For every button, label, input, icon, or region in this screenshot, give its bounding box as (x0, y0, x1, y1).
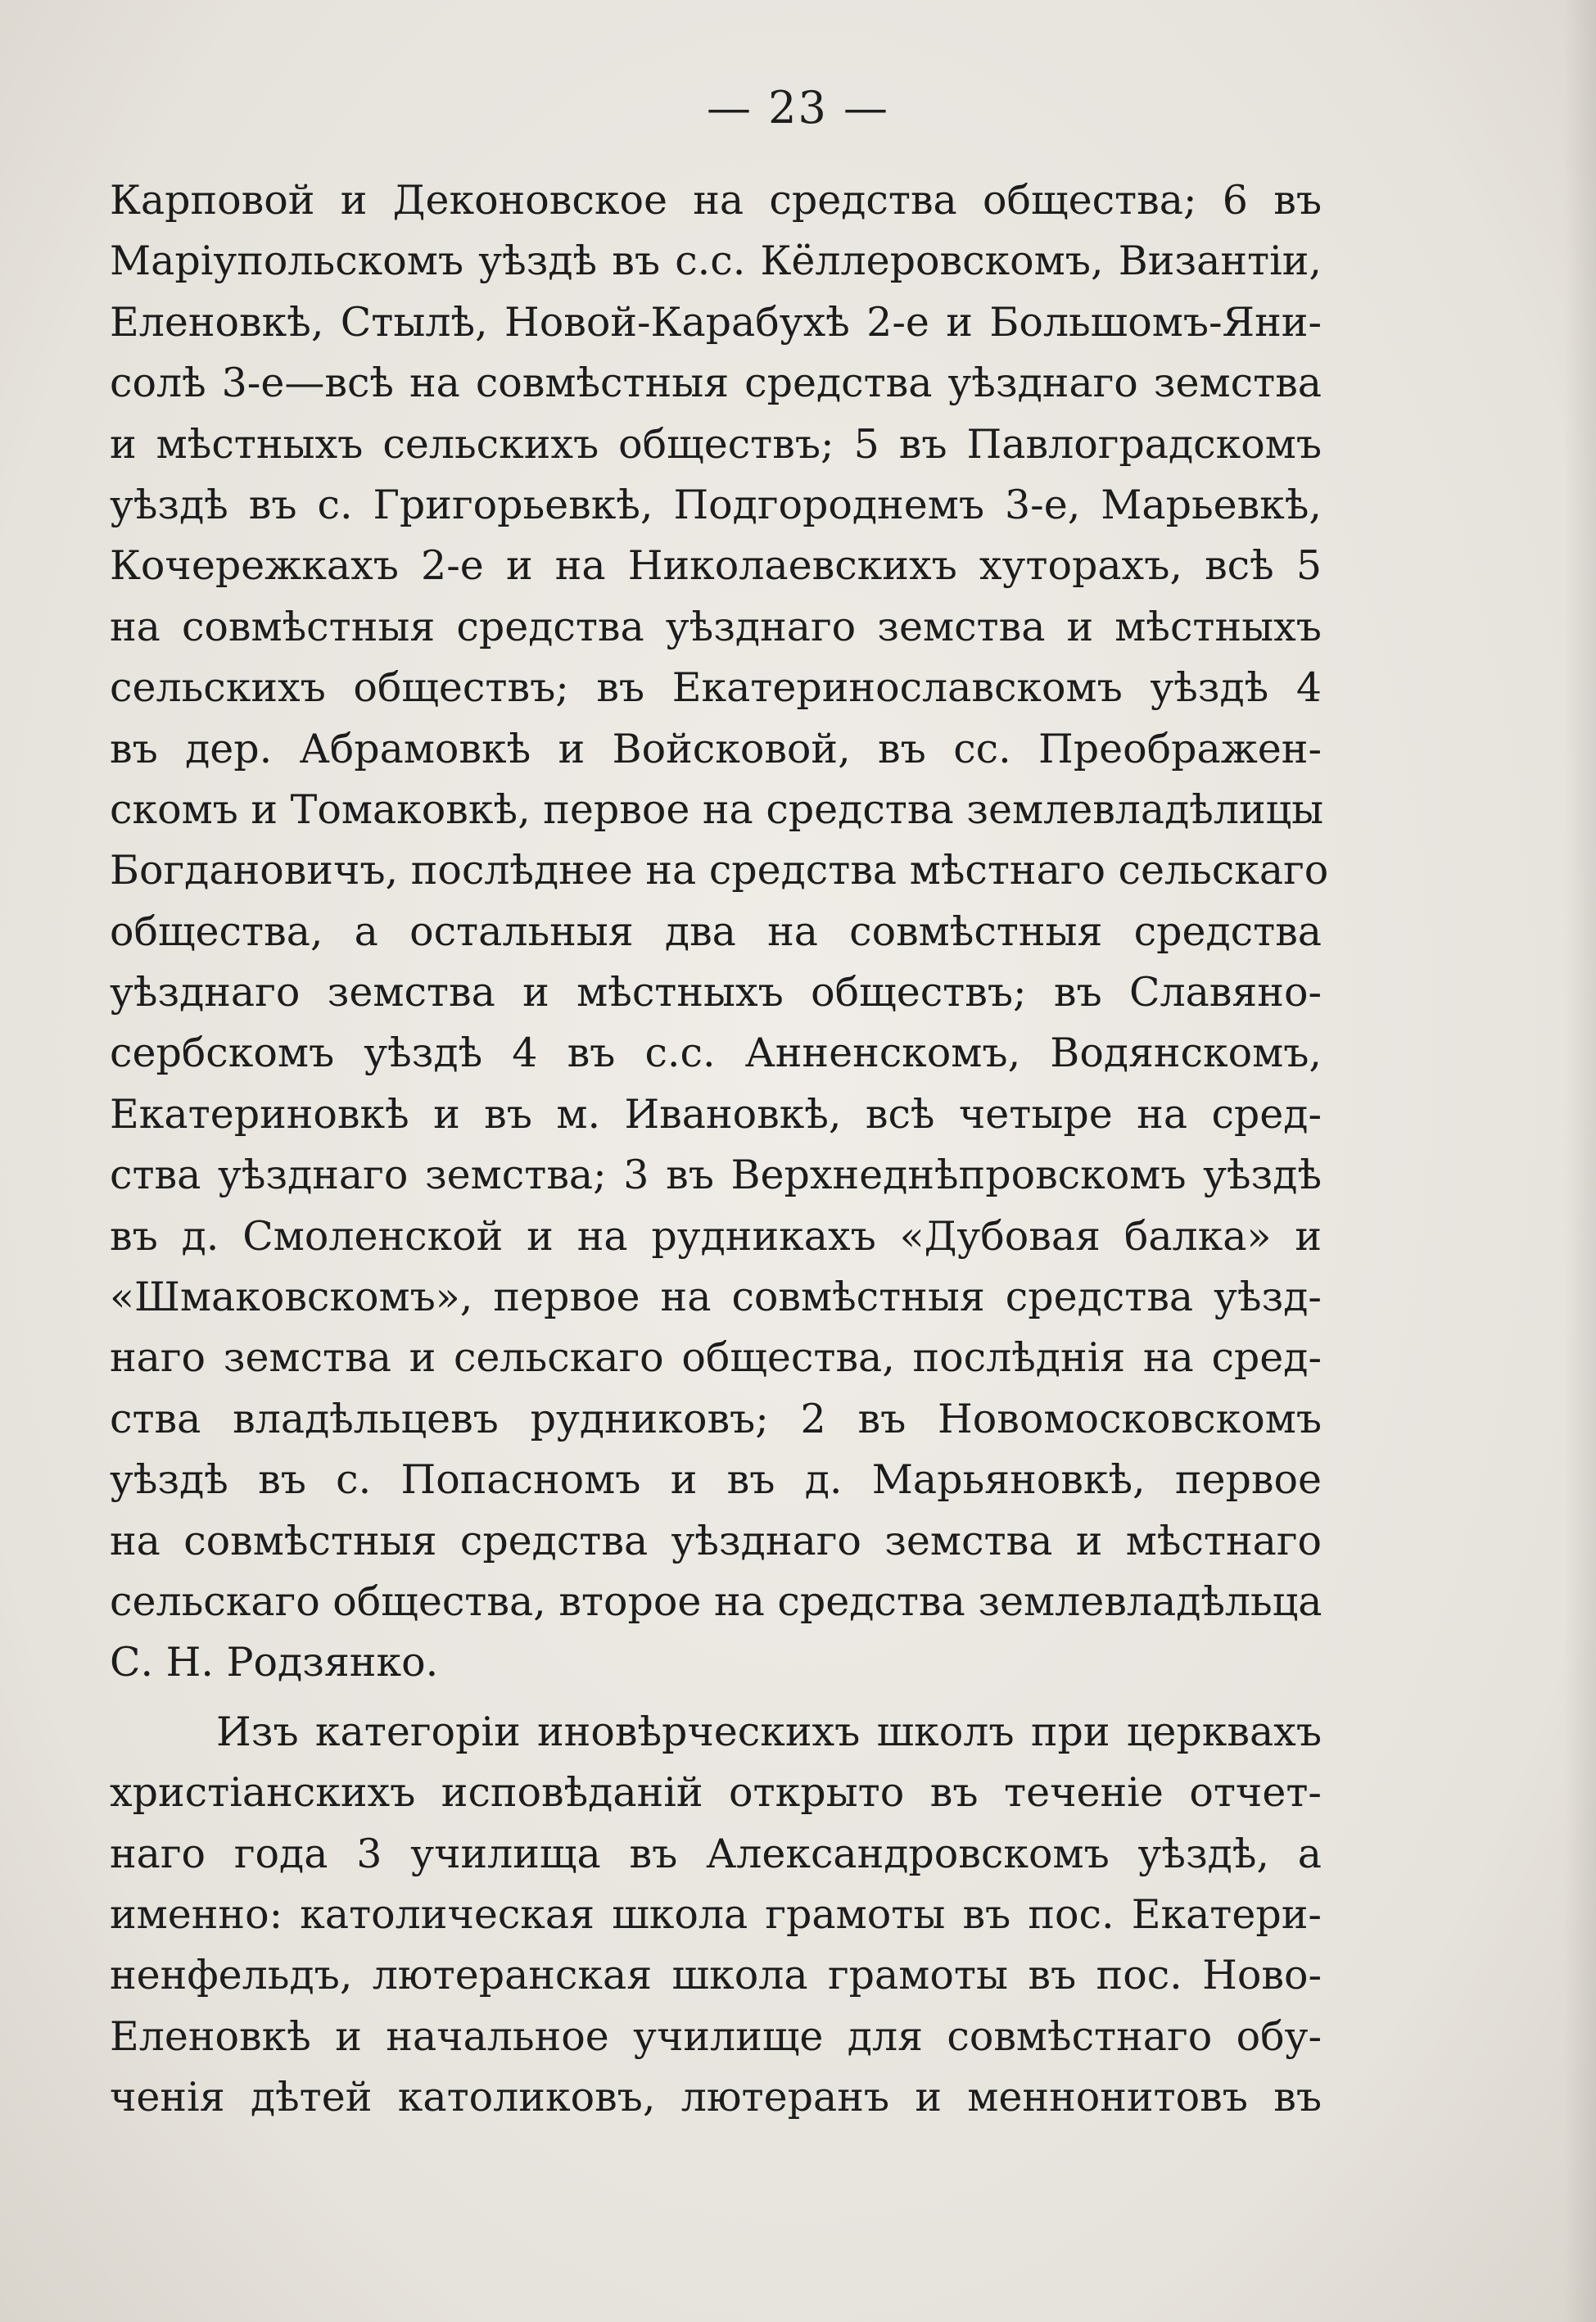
text-line: Богдановичъ, послѣднее на средства мѣстнаго сельскаго (110, 847, 1329, 894)
text-line: въ д. Смоленской и на рудникахъ «Дубовая балка» и (110, 1212, 1322, 1260)
text-line: Маріупольскомъ уѣздѣ въ с.с. Кёллеровскомъ, Византіи, (110, 238, 1322, 285)
text-line: ства уѣзднаго земства; 3 въ Верхнеднѣпровскомъ уѣздѣ (110, 1152, 1322, 1199)
text-line: уѣзднаго земства и мѣстныхъ обществъ; въ Славяно- (110, 969, 1322, 1016)
text-line: уѣздѣ въ с. Григорьевкѣ, Подгороднемъ 3-е, Марьевкѣ, (110, 481, 1322, 528)
text-line: сербскомъ уѣздѣ 4 въ с.с. Анненскомъ, Водянскомъ, (110, 1030, 1322, 1077)
text-line: общества, а остальныя два на совмѣстныя средства (110, 908, 1322, 955)
text-line: уѣздѣ въ с. Попасномъ и въ д. Марьяновкѣ, первое (110, 1456, 1322, 1504)
text-line: христіанскихъ исповѣданій открыто въ теченіе отчет- (110, 1769, 1322, 1817)
text-line: ненфельдъ, лютеранская школа грамоты въ пос. Ново- (110, 1952, 1322, 1999)
text-line: Изъ категоріи иновѣрческихъ школъ при церквахъ (216, 1708, 1322, 1755)
text-line: и мѣстныхъ сельскихъ обществъ; 5 въ Павлоградскомъ (110, 420, 1322, 468)
text-line: сельскихъ обществъ; въ Екатеринославскомъ уѣздѣ 4 (110, 664, 1322, 712)
text-line: въ дер. Абрамовкѣ и Войсковой, въ сс. Преображен- (110, 725, 1322, 772)
text-line: солѣ 3-е—всѣ на совмѣстныя средства уѣзднаго земства (110, 360, 1322, 407)
text-line: ченія дѣтей католиковъ, лютеранъ и меннонитовъ въ (110, 2074, 1322, 2121)
text-line: Еленовкѣ, Стылѣ, Новой-Карабухѣ 2-е и Большомъ-Яни- (110, 298, 1322, 346)
text-line: скомъ и Томаковкѣ, первое на средства землевладѣлицы (110, 785, 1324, 833)
page-number: — 23 — (706, 82, 890, 134)
text-line: Еленовкѣ и начальное училище для совмѣстнаго обу- (110, 2012, 1322, 2060)
text-line: на совмѣстныя средства уѣзднаго земства и мѣстныхъ (110, 603, 1322, 650)
paragraph-gap (110, 1694, 1322, 1702)
text-line: именно: католическая школа грамоты въ пос. Екатери- (110, 1890, 1322, 1938)
text-line: «Шмаковскомъ», первое на совмѣстныя средства уѣзд- (110, 1274, 1322, 1321)
paragraph-1 (110, 170, 1329, 1694)
text-line: наго года 3 училища въ Александровскомъ уѣздѣ, а (110, 1830, 1322, 1877)
text-line: ства владѣльцевъ рудниковъ; 2 въ Новомосковскомъ (110, 1395, 1322, 1442)
page-edge-shadow (1563, 0, 1596, 2322)
paragraph-2 (110, 1702, 1322, 2129)
text-line: С. Н. Родзянко. (110, 1639, 439, 1686)
text-line: на совмѣстныя средства уѣзднаго земства и мѣстнаго (110, 1517, 1322, 1564)
text-line: Кочережкахъ 2-е и на Николаевскихъ хуторахъ, всѣ 5 (110, 542, 1322, 590)
body-text (110, 170, 1329, 2129)
text-line: Екатериновкѣ и въ м. Ивановкѣ, всѣ четыре на сред- (110, 1090, 1322, 1138)
text-line: наго земства и сельскаго общества, послѣднія на сред- (110, 1334, 1322, 1382)
text-line: Карповой и Деконовское на средства общества; 6 въ (110, 177, 1322, 224)
text-line: сельскаго общества, второе на средства землевладѣльца (110, 1577, 1322, 1625)
